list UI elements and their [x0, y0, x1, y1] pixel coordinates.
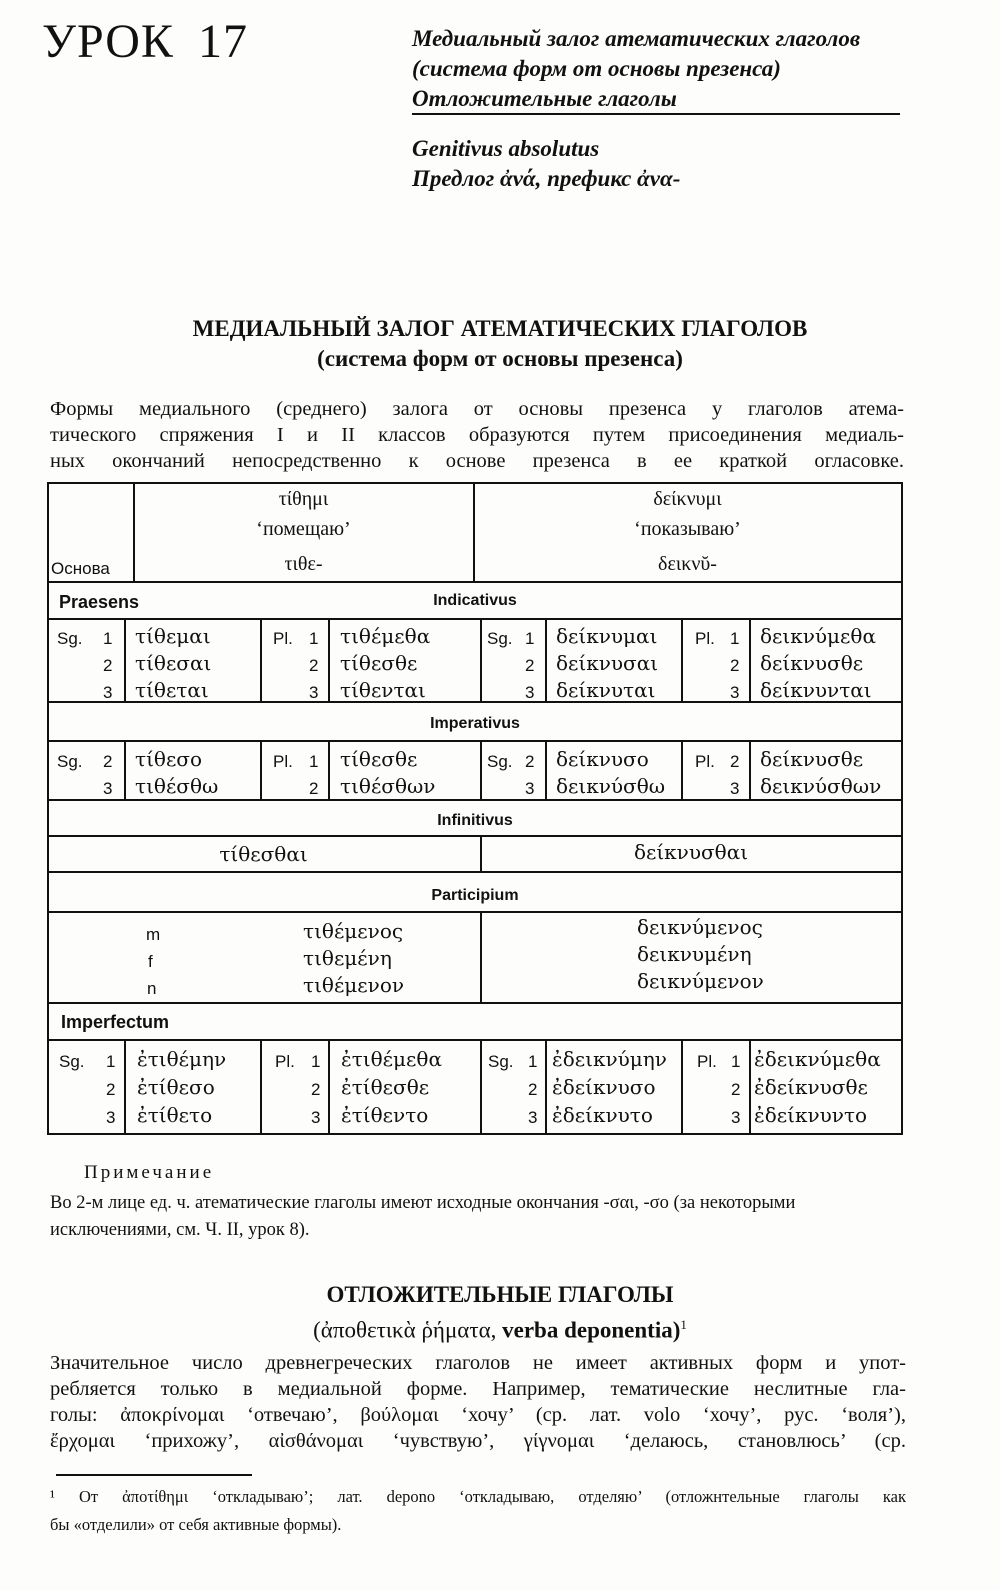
number-label-sg: Sg. — [57, 752, 83, 771]
topic-line: (система форм от основы презенса) — [412, 56, 781, 81]
table-border — [681, 1040, 683, 1134]
section-title-line — [0, 1310, 1000, 1346]
table-border — [545, 741, 547, 799]
person-number: 1 — [528, 1052, 538, 1071]
section-title-line: ОТЛОЖИТЕЛЬНЫЕ ГЛАГОЛЫ — [326, 1282, 674, 1307]
form-cell: ἐτίθεσθε — [341, 1075, 430, 1099]
form-cell: δεικνύσθω — [556, 774, 666, 798]
form-cell: τίθεσαι — [135, 651, 212, 675]
table-border — [47, 835, 903, 837]
paragraph-line: ных окончаний непосредственно к основе презенса в ее краткой огласовке. — [50, 450, 904, 472]
person-number: 1 — [731, 1052, 741, 1071]
table-border — [328, 741, 330, 799]
verb1-stem: τιθε- — [284, 553, 323, 575]
imperativus-label: Imperativus — [430, 715, 520, 732]
table-border — [749, 619, 751, 701]
person-number: 1 — [730, 629, 740, 648]
table-border — [47, 1039, 903, 1041]
table-border — [545, 619, 547, 701]
number-label-sg: Sg. — [487, 752, 513, 771]
lesson-topics-top — [412, 24, 860, 114]
form-cell: τίθενται — [340, 678, 426, 702]
conjugation-table — [47, 482, 903, 1135]
form-cell: δεικνύμεθα — [760, 624, 876, 648]
number-label-pl: Pl. — [273, 629, 293, 648]
table-border — [260, 1040, 262, 1134]
form-cell: δείκνυσθε — [760, 651, 864, 675]
table-border — [480, 619, 482, 701]
infinitive-tithemi: τίθεσθαι — [219, 842, 308, 866]
table-border — [47, 482, 903, 484]
number-label-pl: Pl. — [695, 752, 715, 771]
section1-title — [0, 314, 1000, 374]
person-number: 3 — [103, 779, 113, 798]
topic-line: Отложительные глаголы — [412, 86, 677, 111]
section1-paragraph — [50, 396, 904, 474]
number-label-sg: Sg. — [59, 1052, 85, 1071]
topic-line: Genitivus absolutus — [412, 136, 600, 161]
form-cell: τιθέσθω — [135, 774, 219, 798]
form-cell: δείκνυμαι — [556, 624, 658, 648]
participium-label: Participium — [431, 887, 519, 904]
number-label-sg: Sg. — [57, 629, 83, 648]
form-cell: ἐδείκνυτο — [552, 1103, 653, 1127]
person-number: 2 — [731, 1080, 741, 1099]
person-number: 3 — [528, 1108, 538, 1127]
table-border — [545, 1040, 547, 1134]
person-number: 3 — [730, 683, 740, 702]
person-number: 2 — [103, 656, 113, 675]
table-border — [47, 581, 903, 583]
topic-line: Медиальный залог атематических глаголов — [412, 26, 861, 51]
table-border — [47, 482, 49, 1135]
form-cell: τιθέμεθα — [340, 624, 431, 648]
person-number: 2 — [106, 1080, 116, 1099]
form-cell: ἐδείκνυντο — [754, 1103, 868, 1127]
person-number: 3 — [730, 779, 740, 798]
footnote — [50, 1483, 906, 1539]
footnote-mark: 1 — [680, 1317, 687, 1332]
form-cell: ἐτιθέμην — [137, 1047, 227, 1071]
infinitive-deiknymi: δείκνυσθαι — [633, 840, 749, 864]
table-border — [260, 619, 262, 701]
lesson-number: 17 — [197, 15, 248, 68]
form-cell: τίθεται — [135, 678, 209, 702]
person-number: 3 — [309, 683, 319, 702]
person-number: 2 — [528, 1080, 538, 1099]
table-border — [480, 741, 482, 799]
form-cell: ἐτιθέμεθα — [341, 1047, 442, 1071]
participle-cell: δεικνύμενον — [637, 969, 764, 993]
table-border — [328, 1040, 330, 1134]
table-border — [47, 799, 903, 801]
person-number: 2 — [103, 752, 113, 771]
person-number: 1 — [106, 1052, 116, 1071]
table-border — [47, 740, 903, 742]
table-border — [480, 912, 482, 1002]
table-border — [47, 1133, 903, 1135]
form-cell: τίθεμαι — [135, 624, 211, 648]
note-heading: Примечание — [84, 1162, 215, 1183]
form-cell: δείκνυται — [556, 678, 656, 702]
section2-title — [0, 1280, 1000, 1346]
form-cell: δεικνύσθων — [760, 774, 882, 798]
participle-cell: δεικνύμενος — [637, 915, 763, 939]
form-cell: δείκνυνται — [760, 678, 872, 702]
verb2-stem: δεικνῠ- — [658, 553, 717, 575]
verb2-gloss: ‘показываю’ — [634, 518, 741, 540]
lesson-topics-bottom — [412, 134, 680, 194]
person-number: 1 — [525, 629, 535, 648]
lesson-word: УРОК — [42, 15, 174, 68]
topic-line: Предлог ἀνά, префикс ἀνα- — [412, 166, 681, 191]
gender-label: n — [147, 979, 157, 998]
table-border — [47, 911, 903, 913]
table-border — [480, 1040, 482, 1134]
form-cell: ἐτίθεσο — [137, 1075, 215, 1099]
participle-cell: τιθέμενον — [303, 973, 405, 997]
table-border — [749, 741, 751, 799]
form-cell: τίθεσθε — [340, 747, 418, 771]
paragraph-line: ἔρχομαι ‘прихожу’, αἰσθάνομαι ‘чувствую’, γίγνομαι ‘делаюсь, становлюсь’ (ср. — [50, 1430, 906, 1452]
person-number: 3 — [525, 779, 535, 798]
person-number: 1 — [103, 629, 113, 648]
table-border — [681, 741, 683, 799]
gender-label: m — [146, 925, 161, 944]
person-number: 2 — [525, 752, 535, 771]
participle-cell: τιθεμένη — [303, 946, 392, 970]
number-label-sg: Sg. — [488, 1052, 514, 1071]
person-number: 3 — [525, 683, 535, 702]
table-border — [328, 619, 330, 701]
table-border — [124, 619, 126, 701]
form-cell: τίθεσθε — [340, 651, 418, 675]
header-rule — [412, 113, 900, 115]
form-cell: ἐτίθεντο — [341, 1103, 429, 1127]
form-cell: ἐδείκνυσθε — [754, 1075, 868, 1099]
form-cell: τίθεσο — [135, 747, 203, 771]
verb1-gloss: ‘помещаю’ — [256, 518, 351, 540]
person-number: 3 — [103, 683, 113, 702]
table-border — [47, 618, 903, 620]
person-number: 1 — [309, 752, 319, 771]
infinitivus-label: Infinitivus — [437, 812, 513, 829]
participle-cell: δεικνυμένη — [637, 942, 752, 966]
form-cell: δείκνυσθε — [760, 747, 864, 771]
number-label-pl: Pl. — [697, 1052, 717, 1071]
table-border — [124, 741, 126, 799]
person-number: 3 — [311, 1108, 321, 1127]
table-border — [901, 482, 903, 1135]
indicativus-label: Indicativus — [433, 592, 517, 609]
person-number: 1 — [311, 1052, 321, 1071]
paragraph-line: Значительное число древнегреческих глаголов не имеет активных форм и упот- — [50, 1352, 906, 1374]
lesson-heading — [42, 15, 248, 68]
person-number: 2 — [730, 752, 740, 771]
title-greek: (ἀποθετικὰ ῥήματα, — [313, 1317, 503, 1343]
paragraph-line: голы: ἀποκρίνομαι ‘отвечаю’, βούλομαι ‘хочу’ (ср. лат. volo ‘хочу’, рус. ‘воля’), — [50, 1404, 906, 1426]
imperfectum-label: Imperfectum — [61, 1012, 170, 1032]
number-label-pl: Pl. — [275, 1052, 295, 1071]
gender-label: f — [148, 952, 153, 971]
table-border — [124, 1040, 126, 1134]
participle-cell: τιθέμενος — [303, 919, 404, 943]
person-number: 2 — [311, 1080, 321, 1099]
person-number: 2 — [309, 656, 319, 675]
paragraph-line: Формы медиального (среднего) залога от основы презенса у глаголов атема- — [50, 398, 904, 420]
section2-paragraph — [50, 1350, 906, 1454]
number-label-pl: Pl. — [273, 752, 293, 771]
table-border — [47, 1002, 903, 1004]
praesens-label: Praesens — [59, 592, 140, 612]
form-cell: δείκνυσαι — [556, 651, 659, 675]
form-cell: ἐδείκνυσο — [552, 1075, 656, 1099]
table-border — [681, 619, 683, 701]
footnote-rule — [56, 1474, 252, 1476]
person-number: 1 — [309, 629, 319, 648]
person-number: 2 — [730, 656, 740, 675]
stem-label: Основа — [51, 559, 110, 578]
person-number: 3 — [731, 1108, 741, 1127]
table-border — [260, 741, 262, 799]
form-cell: τιθέσθων — [340, 774, 436, 798]
title-latin: verba deponentia) — [502, 1317, 681, 1343]
footnote-line: бы «отделили» от себя активные формы). — [50, 1515, 342, 1534]
person-number: 2 — [309, 779, 319, 798]
note-text: Во 2-м лице ед. ч. атематические глаголы имеют исходные окончания -σαι, -σο (за некоторыми исключениями, см. Ч. II, урок 8). — [50, 1193, 796, 1240]
form-cell: ἐτίθετο — [137, 1103, 213, 1127]
form-cell: ἐδεικνύμεθα — [754, 1047, 881, 1071]
paragraph-line: тического спряжения I и II классов образуются путем присоединения медиаль- — [50, 424, 904, 446]
form-cell: δείκνυσο — [556, 747, 649, 771]
section-title-line: МЕДИАЛЬНЫЙ ЗАЛОГ АТЕМАТИЧЕСКИХ ГЛАГОЛОВ — [192, 316, 808, 341]
number-label-sg: Sg. — [487, 629, 513, 648]
table-border — [47, 871, 903, 873]
verb2-lemma: δείκνυμι — [653, 488, 722, 510]
table-border — [749, 1040, 751, 1134]
person-number: 2 — [525, 656, 535, 675]
number-label-pl: Pl. — [695, 629, 715, 648]
form-cell: ἐδεικνύμην — [552, 1047, 667, 1071]
footnote-line: ¹ От ἀποτίθημι ‘откладываю’; лат. depono ‘откладываю, отделяю’ (отложнтельные глаголы как — [50, 1487, 906, 1506]
section-title-line: (система форм от основы презенса) — [317, 346, 683, 371]
person-number: 3 — [106, 1108, 116, 1127]
paragraph-line: ребляется только в медиальной форме. Например, тематические неслитные гла- — [50, 1378, 906, 1400]
verb1-lemma: τίθημι — [278, 488, 329, 510]
